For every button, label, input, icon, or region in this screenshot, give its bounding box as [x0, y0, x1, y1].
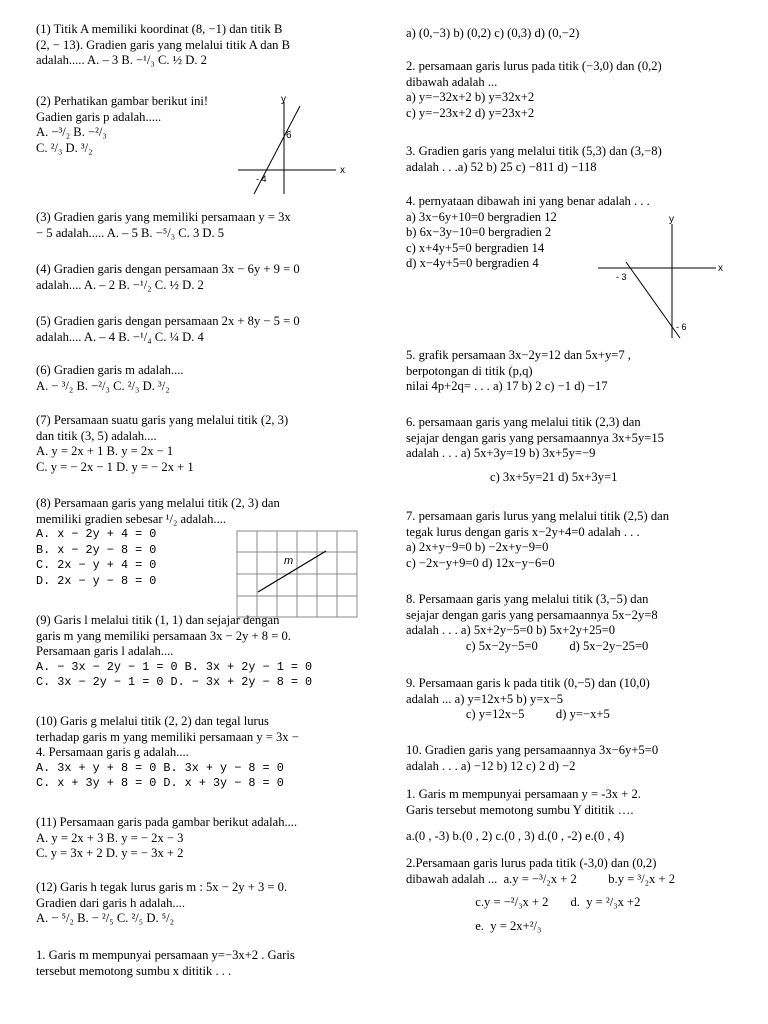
answers-r0 [406, 26, 579, 42]
r6-line-2: sejajar dengan garis yang persamaannya 3x+5y=15 [406, 430, 664, 445]
q4-line-1: (4) Gradien garis dengan persamaan 3x − 6y + 9 = 0 [36, 262, 300, 276]
q2-graph-y-label: y [281, 94, 286, 105]
q12-line-1: (12) Garis h tegak lurus garis m : 5x − 2y + 3 = 0. [36, 880, 288, 894]
q10-line-1: (10) Garis g melalui titik (2, 2) dan tegal lurus [36, 714, 269, 728]
q2-graph-tick-minus4: - 4 [256, 174, 267, 184]
q2-graph [236, 94, 346, 214]
r12-spacer-1 [406, 887, 675, 895]
r8-line-1: 8. Persamaan garis yang melalui titik (3,−5) dan [406, 592, 649, 606]
q8-line-1: (8) Persamaan garis yang melalui titik (2, 3) dan [36, 496, 280, 510]
r5-line-2: berpotongan di titik (p,q) [406, 363, 533, 378]
r10-line-2: adalah . . . a) −12 b) 12 c) 2 d) −2 [406, 758, 576, 773]
r10-line-1: 10. Gradien garis yang persamaannya 3x−6y+5=0 [406, 743, 659, 757]
r12-line-2: dibawah adalah ... a.y = −³/₂x + 2 b.y = ³/₂x + 2 [406, 871, 676, 886]
q6-line-2: A. − ³/₂ B. −²/₃ C. ²/₃ D. ³/₂ [36, 378, 170, 393]
q7-line-1: (7) Persamaan suatu garis yang melalui titik (2, 3) [36, 413, 289, 427]
question-2 [36, 94, 208, 156]
question-9 [36, 613, 312, 691]
question-10 [36, 714, 299, 792]
q2-line-4: C. ²/₃ D. ³/₂ [36, 140, 93, 155]
r6-line-3: adalah . . . a) 5x+3y=19 b) 3x+5y=−9 [406, 446, 596, 460]
q5-line-1: (5) Gradien garis dengan persamaan 2x + 8y − 5 = 0 [36, 314, 300, 328]
q3-line-1: (3) Gradien garis yang memiliki persamaan y = 3x [36, 210, 291, 224]
r8-line-2: sejajar dengan garis yang persamaannya 5x−2y=8 [406, 607, 658, 622]
q12-line-3: A. − ⁵/₂ B. − ²/₅ C. ²/₅ D. ⁵/₂ [36, 911, 175, 925]
question-r3 [406, 144, 662, 175]
r11-line-2: Garis tersebut memotong sumbu Y dititik …. [406, 802, 634, 817]
q5-line-2: adalah.... A. – 4 B. −¹/₄ C. ¼ D. 4 [36, 329, 204, 344]
q2-line-2: Gadien garis p adalah..... [36, 109, 162, 124]
q9-line-4: A. − 3x − 2y − 1 = 0 B. 3x + 2y − 1 = 0 [36, 659, 313, 674]
b1-line-1: 1. Garis m mempunyai persamaan y=−3x+2 . Garis [36, 948, 295, 962]
q2-line-3: A. −³/₂ B. −²/₃ [36, 125, 107, 139]
q2-graph-tick-6: 6 [286, 130, 292, 141]
q1-line-1: (1) Titik A memiliki koordinat (8, −1) dan titik B [36, 22, 283, 36]
q11-line-3: C. y = 3x + 2 D. y = − 3x + 2 [36, 846, 184, 860]
r7-line-3: a) 2x+y−9=0 b) −2x+y−9=0 [406, 540, 549, 554]
r0-line-1: a) (0,−3) b) (0,2) c) (0,3) d) (0,−2) [406, 26, 580, 40]
r4-graph-x-label: x [718, 263, 723, 274]
r4-line-3: b) 6x−3y−10=0 bergradien 2 [406, 225, 552, 239]
q9-line-3: Persamaan garis l adalah.... [36, 644, 174, 658]
question-r7 [406, 509, 669, 571]
r9-line-2: adalah ... a) y=12x+5 b) y=x−5 [406, 691, 564, 706]
r11-line-1: 1. Garis m mempunyai persamaan y = -3x + 2. [406, 787, 641, 801]
r5-line-3: nilai 4p+2q= . . . a) 17 b) 2 c) −1 d) −17 [406, 379, 608, 393]
q8-option-d: D. 2x − y − 8 = 0 [36, 573, 157, 588]
r8-line-4: c) 5x−2y−5=0 d) 5x−2y−25=0 [406, 638, 649, 653]
question-5 [36, 314, 300, 345]
r7-line-4: c) −2x−y+9=0 d) 12x−y−6=0 [406, 555, 555, 570]
question-r5 [406, 348, 631, 395]
q11-line-1: (11) Persamaan garis pada gambar berikut adalah.... [36, 815, 298, 829]
question-r6 [406, 415, 664, 485]
question-r8 [406, 592, 658, 654]
q4-line-2: adalah.... A. – 2 B. −¹/₂ C. ½ D. 2 [36, 277, 204, 292]
question-4 [36, 262, 300, 293]
q8-line-2: memiliki gradien sebesar ¹/₂ adalah.... [36, 511, 227, 526]
q9-line-2: garis m yang memiliki persamaan 3x − 2y + 8 = 0. [36, 628, 291, 643]
q10-line-5: C. x + 3y + 8 = 0 D. x + 3y − 8 = 0 [36, 776, 284, 790]
q9-line-1: (9) Garis l melalui titik (1, 1) dan sejajar dengan [36, 613, 280, 627]
question-r9 [406, 676, 650, 723]
r7-line-2: tegak lurus dengan garis x−2y+4=0 adalah . . . [406, 524, 640, 539]
r3-line-1: 3. Gradien garis yang melalui titik (5,3) dan (3,−8) [406, 144, 662, 158]
q12-line-2: Gradien dari garis h adalah.... [36, 895, 185, 910]
q8-grid-line-label: m [284, 555, 294, 567]
r6-line-4: c) 3x+5y=21 d) 5x+3y=1 [490, 469, 618, 484]
r8-line-3: adalah . . . a) 5x+2y−5=0 b) 5x+2y+25=0 [406, 623, 616, 637]
question-r12 [406, 856, 675, 934]
b1-line-2: tersebut memotong sumbu x dititik . . . [36, 963, 232, 978]
r9-line-1: 9. Persamaan garis k pada titik (0,−5) dan (10,0) [406, 676, 650, 690]
q8-option-a: A. x − 2y + 4 = 0 [36, 527, 157, 541]
question-12 [36, 880, 287, 927]
r4-graph-y-label: y [669, 214, 674, 225]
r2-line-1: 2. persamaan garis lurus pada titik (−3,0) dan (0,2) [406, 59, 662, 73]
q8-option-b: B. x − 2y − 8 = 0 [36, 542, 157, 557]
r4-graph-tick-minus3: - 3 [616, 272, 627, 282]
r7-line-1: 7. persamaan garis lurus yang melalui titik (2,5) dan [406, 509, 669, 523]
r12-spacer-2 [406, 911, 675, 919]
question-r2 [406, 59, 662, 121]
question-3 [36, 210, 291, 241]
r6-line-1: 6. persamaan garis yang melalui titik (2,3) dan [406, 415, 641, 429]
r4-graph-tick-minus6: - 6 [676, 322, 687, 332]
question-6 [36, 363, 184, 394]
r2-line-3: a) y=−32x+2 b) y=32x+2 [406, 90, 535, 104]
question-b1 [36, 948, 295, 979]
r4-graph [596, 212, 726, 342]
r2-line-2: dibawah adalah ... [406, 74, 498, 89]
r4-line-5: d) x−4y+5=0 bergradien 4 [406, 256, 539, 270]
question-r10 [406, 743, 658, 774]
r12-line-4: e. y = 2x+²/₃ [406, 918, 542, 933]
r4-line-4: c) x+4y+5=0 bergradien 14 [406, 240, 545, 255]
r3-line-2: adalah . . .a) 52 b) 25 c) −811 d) −118 [406, 159, 597, 174]
q1-line-2: (2, − 13). Gradien garis yang melalui titik A dan B [36, 37, 291, 52]
q10-line-3: 4. Persamaan garis g adalah.... [36, 745, 189, 759]
q7-line-2: dan titik (3, 5) adalah.... [36, 428, 157, 443]
q10-line-2: terhadap garis m yang memiliki persamaan y = 3x − [36, 729, 299, 744]
question-1 [36, 22, 290, 69]
r12-line-3: c.y = −²/₃x + 2 d. y = ²/₃x +2 [406, 895, 641, 909]
question-7 [36, 413, 288, 475]
q2-graph-x-label: x [340, 165, 345, 176]
r2-line-4: c) y=−23x+2 d) y=23x+2 [406, 105, 535, 120]
q8-grid [236, 530, 358, 620]
question-r11 [406, 787, 641, 845]
q9-line-5: C. 3x − 2y − 1 = 0 D. − 3x + 2y − 8 = 0 [36, 675, 313, 689]
q7-line-4: C. y = − 2x − 1 D. y = − 2x + 1 [36, 459, 194, 474]
q7-line-3: A. y = 2x + 1 B. y = 2x − 1 [36, 444, 174, 458]
r5-line-1: 5. grafik persamaan 3x−2y=12 dan 5x+y=7 , [406, 348, 631, 362]
r11-spacer [406, 818, 641, 829]
question-11 [36, 815, 297, 862]
r12-line-1: 2.Persamaan garis lurus pada titik (-3,0) dan (0,2) [406, 856, 657, 870]
r9-line-3: c) y=12x−5 d) y=−x+5 [406, 707, 610, 721]
q2-line-1: (2) Perhatikan gambar berikut ini! [36, 94, 209, 108]
q1-line-3: adalah..... A. – 3 B. −¹/₃ C. ½ D. 2 [36, 53, 207, 67]
r4-line-2: a) 3x−6y+10=0 bergradien 12 [406, 209, 557, 224]
q8-option-c: C. 2x − y + 4 = 0 [36, 558, 157, 572]
r11-line-4: a.(0 , -3) b.(0 , 2) c.(0 , 3) d.(0 , -2) e.(0 , 4) [406, 829, 625, 843]
q3-line-2: − 5 adalah..... A. – 5 B. −⁵/₃ C. 3 D. 5 [36, 225, 225, 240]
q11-line-2: A. y = 2x + 3 B. y = − 2x − 3 [36, 830, 184, 845]
q10-line-4: A. 3x + y + 8 = 0 B. 3x + y − 8 = 0 [36, 760, 284, 775]
r4-line-1: 4. pernyataan dibawah ini yang benar adalah . . . [406, 194, 650, 208]
q6-line-1: (6) Gradien garis m adalah.... [36, 363, 184, 377]
